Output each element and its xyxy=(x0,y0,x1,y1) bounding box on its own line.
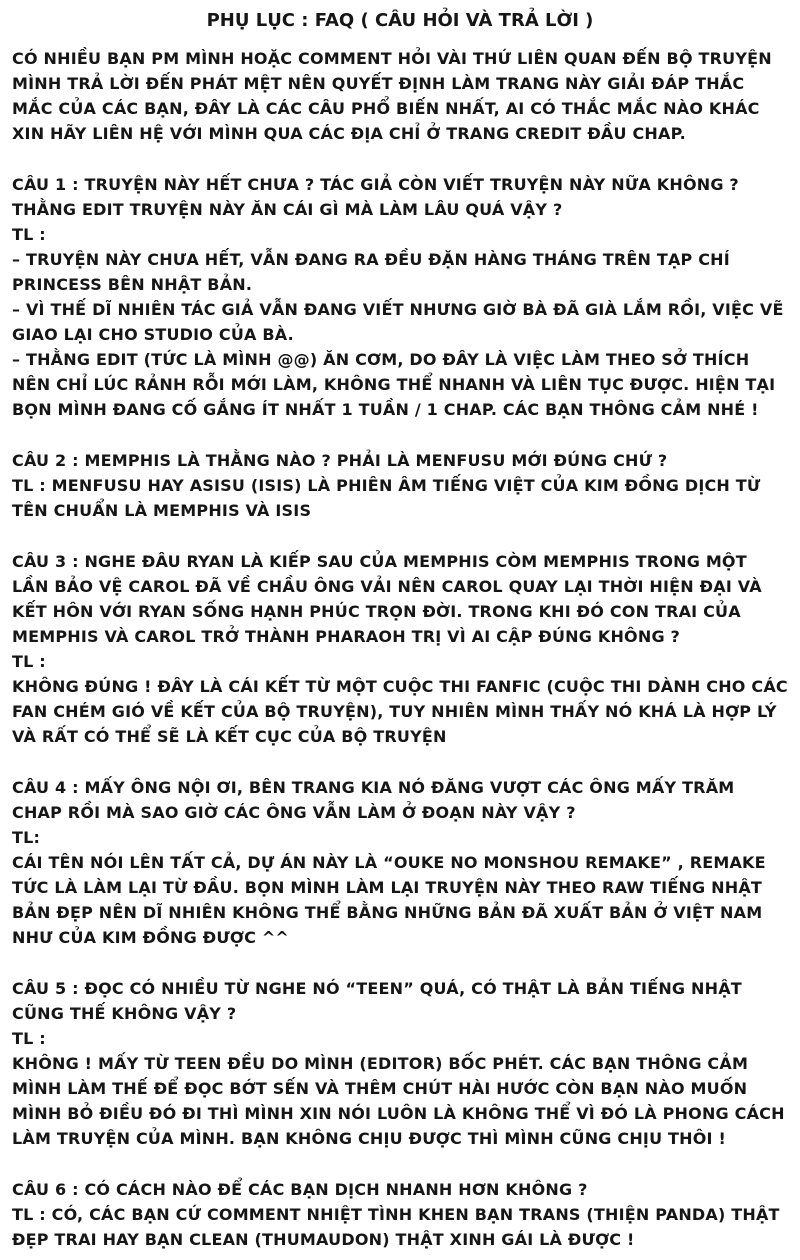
faq-question: CÂU 5 : ĐỌC CÓ NHIỀU TỪ NGHE NÓ “TEEN” QUÁ, CÓ THẬT LÀ BẢN TIẾNG NHẬT CŨNG THẾ KHÔNG VẬY ? xyxy=(12,979,742,1023)
faq-answer: KHÔNG ĐÚNG ! ĐÂY LÀ CÁI KẾT TỪ MỘT CUỘC THI FANFIC (CUỘC THI DÀNH CHO CÁC FAN CHÉM GIÓ VỀ KẾT CỦA BỘ TRUYỆN), TUY NHIÊN MÌNH THẤY NÓ KHÁ LÀ HỢP LÝ VÀ RẤT CÓ THỂ SẼ LÀ KẾT CỤC CỦA BỘ TRUYỆN xyxy=(12,677,788,746)
faq-question: CÂU 3 : NGHE ĐÂU RYAN LÀ KIẾP SAU CỦA MEMPHIS CÒM MEMPHIS TRONG MỘT LẦN BẢO VỆ CAROL ĐÃ VỀ CHẦU ÔNG VẢI NÊN CAROL QUAY LẠI THỜI HIỆN ĐẠI VÀ KẾT HÔN VỚI RYAN SỐNG HẠNH PHÚC TRỌN ĐỜI. TRONG KHI ĐÓ CON TRAI CỦA MEMPHIS VÀ CAROL TRỞ THÀNH PHARAOH TRỊ VÌ AI CẬP ĐÚNG KHÔNG ? xyxy=(12,552,762,646)
answer-label: TL : xyxy=(12,652,46,671)
faq-item-2 xyxy=(12,448,788,523)
faq-item-1 xyxy=(12,172,788,422)
faq-item-5 xyxy=(12,976,788,1151)
faq-question: CÂU 4 : MẤY ÔNG NỘI ƠI, BÊN TRANG KIA NÓ ĐĂNG VƯỢT CÁC ÔNG MẤY TRĂM CHAP RỒI MÀ SAO GIỜ CÁC ÔNG VẪN LÀM Ở ĐOẠN NÀY VẬY ? xyxy=(12,778,735,822)
faq-question: CÂU 6 : CÓ CÁCH NÀO ĐỂ CÁC BẠN DỊCH NHANH HƠN KHÔNG ? xyxy=(12,1180,588,1199)
faq-answer: CÁI TÊN NÓI LÊN TẤT CẢ, DỰ ÁN NÀY LÀ “OUKE NO MONSHOU REMAKE” , REMAKE TỨC LÀ LÀM LẠI TỪ ĐẦU. BỌN MÌNH LÀM LẠI TRUYỆN NÀY THEO RAW TIẾNG NHẬT BẢN ĐẸP NÊN DĨ NHIÊN KHÔNG THỂ BẰNG NHỮNG BẢN ĐÃ XUẤT BẢN Ở VIỆT NAM NHƯ CỦA KIM ĐỒNG ĐƯỢC ^^ xyxy=(12,853,766,947)
faq-question: CÂU 1 : TRUYỆN NÀY HẾT CHƯA ? TÁC GIẢ CÒN VIẾT TRUYỆN NÀY NỮA KHÔNG ? THẰNG EDIT TRUYỆN NÀY ĂN CÁI GÌ MÀ LÀM LÂU QUÁ VẬY ? xyxy=(12,175,739,219)
answer-label: TL : xyxy=(12,1029,46,1048)
intro-paragraph: CÓ NHIỀU BẠN PM MÌNH HOẶC COMMENT HỎI VÀI THỨ LIÊN QUAN ĐẾN BỘ TRUYỆN MÌNH TRẢ LỜI ĐẾN PHÁT MỆT NÊN QUYẾT ĐỊNH LÀM TRANG NÀY GIẢI ĐÁP THẮC MẮC CỦA CÁC BẠN, ĐÂY LÀ CÁC CÂU PHỔ BIẾN NHẤT, AI CÓ THẮC MẮC NÀO KHÁC XIN HÃY LIÊN HỆ VỚI MÌNH QUA CÁC ĐỊA CHỈ Ở TRANG CREDIT ĐẦU CHAP. xyxy=(12,49,772,143)
faq-answer: TL : MENFUSU HAY ASISU (ISIS) LÀ PHIÊN ÂM TIẾNG VIỆT CỦA KIM ĐỒNG DỊCH TỪ TÊN CHUẨN LÀ MEMPHIS VÀ ISIS xyxy=(12,476,761,520)
faq-answer: TL : CÓ, CÁC BẠN CỨ COMMENT NHIỆT TÌNH KHEN BẠN TRANS (THIỆN PANDA) THẬT ĐẸP TRAI HAY BẠN CLEAN (THUMAUDON) THẬT XINH GÁI LÀ ĐƯỢC ! xyxy=(12,1205,780,1249)
faq-answer: – VÌ THẾ DĨ NHIÊN TÁC GIẢ VẪN ĐANG VIẾT NHƯNG GIỜ BÀ ĐÃ GIÀ LẮM RỒI, VIỆC VẼ GIAO LẠI CHO STUDIO CỦA BÀ. xyxy=(12,300,784,344)
page-title: PHỤ LỤC : FAQ ( CÂU HỎI VÀ TRẢ LỜI ) xyxy=(206,10,594,31)
faq-answer: KHÔNG ! MẤY TỪ TEEN ĐỀU DO MÌNH (EDITOR) BỐC PHÉT. CÁC BẠN THÔNG CẢM MÌNH LÀM THẾ ĐỂ ĐỌC BỚT SẾN VÀ THÊM CHÚT HÀI HƯỚC CÒN BẠN NÀO MUỐN MÌNH BỎ ĐIỀU ĐÓ ĐI THÌ MÌNH XIN NÓI LUÔN LÀ KHÔNG THỂ VÌ ĐÓ LÀ PHONG CÁCH LÀM TRUYỆN CỦA MÌNH. BẠN KHÔNG CHỊU ĐƯỢC THÌ MÌNH CŨNG CHỊU THÔI ! xyxy=(12,1054,785,1148)
faq-answer: – THẰNG EDIT (TỨC LÀ MÌNH @@) ĂN CƠM, DO ĐÂY LÀ VIỆC LÀM THEO SỞ THÍCH NÊN CHỈ LÚC RẢNH RỖI MỚI LÀM, KHÔNG THỂ NHANH VÀ LIÊN TỤC ĐƯỢC. HIỆN TẠI BỌN MÌNH ĐANG CỐ GẮNG ÍT NHẤT 1 TUẦN / 1 CHAP. CÁC BẠN THÔNG CẢM NHÉ ! xyxy=(12,350,776,419)
faq-item-6 xyxy=(12,1177,788,1252)
faq-item-3 xyxy=(12,549,788,749)
faq-item-4 xyxy=(12,775,788,950)
answer-label: TL : xyxy=(12,225,46,244)
faq-answer: – TRUYỆN NÀY CHƯA HẾT, VẪN ĐANG RA ĐỀU ĐẶN HÀNG THÁNG TRÊN TẠP CHÍ PRINCESS BÊN NHẬT BẢN. xyxy=(12,250,730,294)
faq-question: CÂU 2 : MEMPHIS LÀ THẰNG NÀO ? PHẢI LÀ MENFUSU MỚI ĐÚNG CHỨ ? xyxy=(12,451,668,470)
answer-label: TL: xyxy=(12,828,41,847)
